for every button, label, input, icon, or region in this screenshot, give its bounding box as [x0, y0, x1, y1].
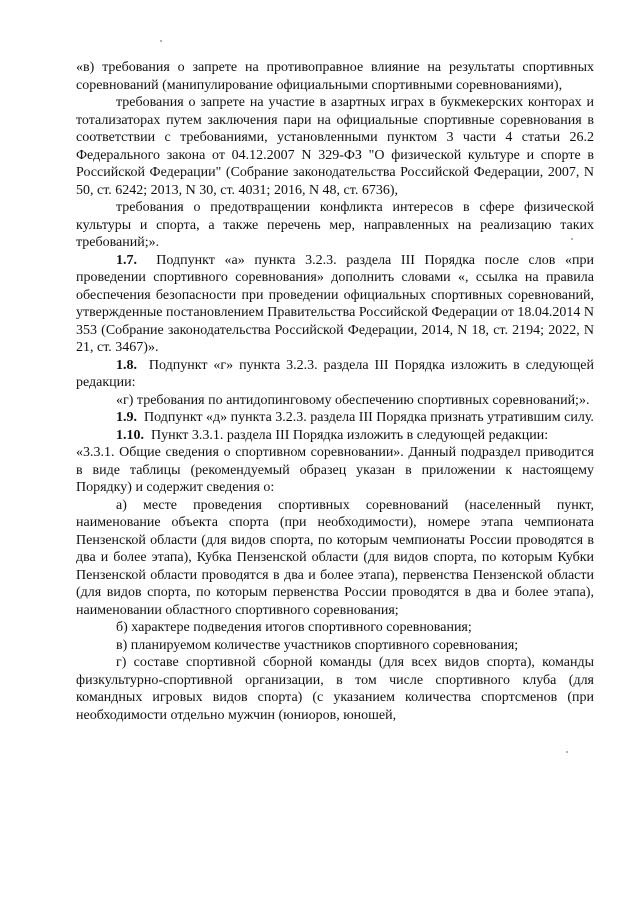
paragraph-6	[76, 392, 594, 410]
paragraph-text: требования о предотвращении конфликта интересов в сфере физической культуры и спорта, а также перечень мер, направленных на реализацию таких требований;».	[76, 200, 594, 250]
document-body	[76, 59, 594, 724]
paragraph-text: Подпункт «а» пункта 3.2.3. раздела III Порядка после слов «при проведении спортивного соревнования» дополнить словами «, ссылка на правила обеспечения безопасности при проведении официальных спортивных соревнований, утвержденные постановлением Правительства Российской Федерации от 18.04.2014 N 353 (Собрание законодательства Российской Федерации, 2014, N 18, ст. 2194; 2022, N 21, ст. 3467)».	[76, 252, 594, 355]
clause-1-10	[76, 427, 594, 445]
paragraph-text: «3.3.1. Общие сведения о спортивном соревновании». Данный подраздел приводится в виде таблицы (рекомендуемый образец указан в приложении к настоящему Порядку) и содержит сведения о:	[76, 445, 594, 495]
clause-1-7	[76, 252, 594, 357]
paragraph-text: «в) требования о запрете на противоправное влияние на результаты спортивных соревнований (манипулирование официальными спортивными соревнованиями),	[76, 60, 594, 93]
list-item-a	[76, 497, 594, 620]
paragraph-text: а) месте проведения спортивных соревнований (населенный пункт, наименование объекта спорта (при необходимости), номере этапа чемпионата Пензенской области (для видов спорта, по которым чемпионаты России проводятся в два и более этапа), Кубка Пензенской области (для видов спорта, по которым Кубки Пензенской области проводятся в два и более этапа), первенства Пензенской области (для видов спорта, по которым первенства России проводятся в два и более этапа), наименовании областного спортивного соревнования;	[76, 497, 594, 618]
clause-number: 1.10.	[116, 427, 144, 443]
paragraph-text: Подпункт «г» пункта 3.2.3. раздела III Порядка изложить в следующей редакции:	[76, 357, 595, 390]
list-item-g	[76, 654, 594, 724]
paragraph-1	[76, 59, 594, 94]
scan-speck	[566, 751, 568, 753]
paragraph-text: требования о запрете на участие в азартных играх в букмекерских конторах и тотализаторах путем заключения пари на официальные спортивные соревнования в соответствии с требованиями, установленными пунктом 3 части 4 статьи 26.2 Федерального закона от 04.12.2007 N 329-ФЗ "О физической культуре и спорте в Российской Федерации" (Собрание законодательства Российской Федерации, 2007, N 50, ст. 6242; 2013, N 30, ст. 4031; 2016, N 48, ст. 6736),	[76, 95, 594, 198]
paragraph-text: в) планируемом количестве участников спортивного соревнования;	[116, 637, 519, 653]
clause-1-8	[76, 357, 594, 392]
scan-speck	[160, 40, 162, 42]
paragraph-text: г) составе спортивной сборной команды (для всех видов спорта), команды физкультурно-спортивной организации, в том числе спортивного клуба (для командных игровых видов спорта) (с указанием количества спортсменов (при необходимости отдельно мужчин (юниоров, юношей,	[76, 655, 594, 723]
paragraph-9	[76, 444, 594, 497]
paragraph-3	[76, 199, 594, 252]
list-item-b	[76, 619, 594, 637]
clause-1-9	[76, 409, 594, 427]
scan-speck	[571, 238, 573, 240]
paragraph-2	[76, 94, 594, 199]
list-item-v	[76, 637, 594, 655]
paragraph-text: Пункт 3.3.1. раздела III Порядка изложить в следующей редакции:	[151, 427, 549, 443]
paragraph-text: б) характере подведения итогов спортивного соревнования;	[116, 620, 472, 635]
clause-number: 1.9.	[116, 410, 137, 425]
paragraph-text: «г) требования по антидопинговому обеспечению спортивных соревнований;».	[116, 392, 590, 408]
clause-number: 1.7.	[116, 252, 137, 268]
clause-number: 1.8.	[116, 357, 137, 373]
paragraph-text: Подпункт «д» пункта 3.2.3. раздела III Порядка признать утратившим силу.	[144, 410, 594, 425]
